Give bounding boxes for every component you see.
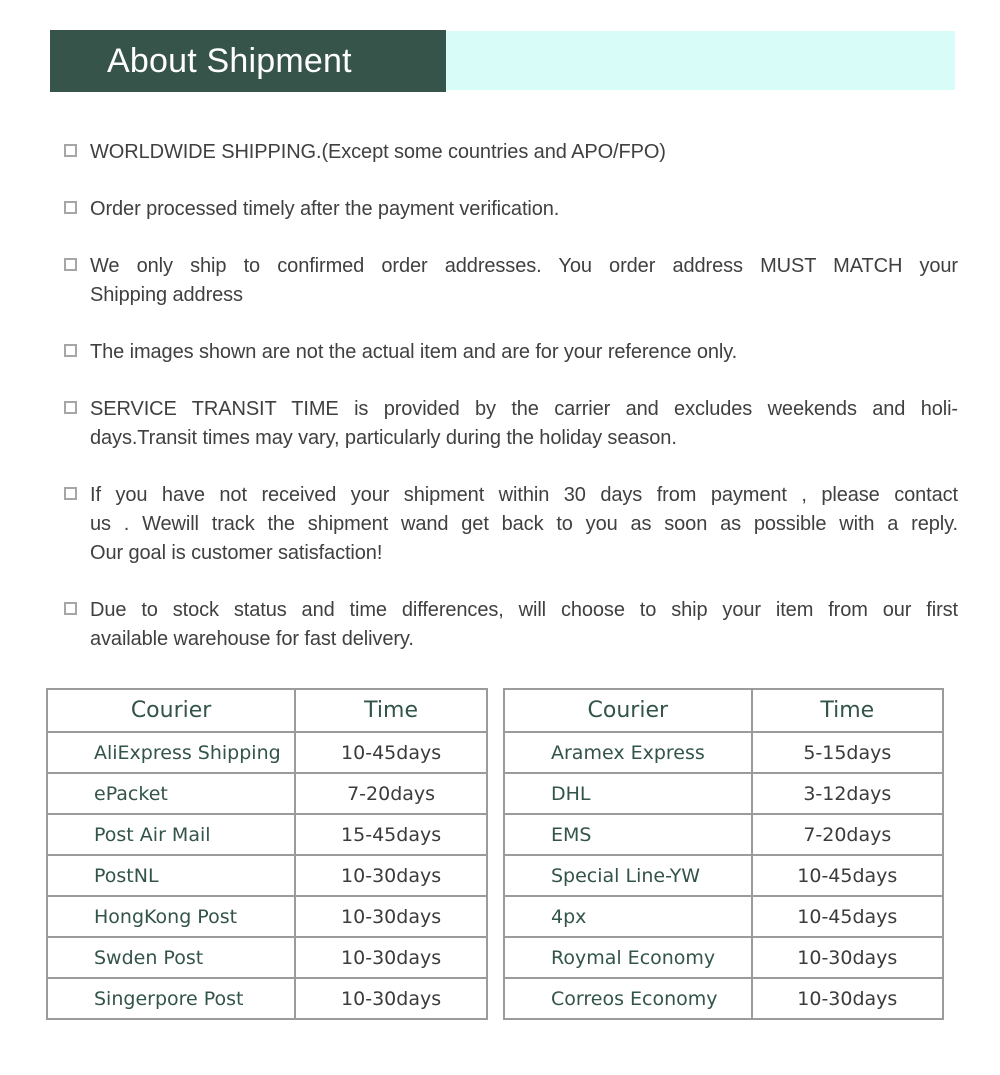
square-bullet-icon [64, 344, 77, 357]
table-row [47, 773, 487, 814]
time-cell: 10-30days [295, 855, 487, 896]
square-bullet-icon [64, 144, 77, 157]
note-item [64, 252, 960, 310]
square-bullet-icon [64, 201, 77, 214]
courier-cell: DHL [504, 773, 752, 814]
time-cell: 10-45days [295, 732, 487, 773]
table-row [47, 978, 487, 1019]
notes-list [64, 138, 960, 682]
table-row [504, 937, 943, 978]
column-header-time: Time [752, 689, 943, 732]
time-cell: 10-30days [295, 937, 487, 978]
column-header-courier: Courier [47, 689, 295, 732]
table-row [47, 855, 487, 896]
note-text [90, 338, 958, 367]
table-header-row [47, 689, 487, 732]
courier-cell: Aramex Express [504, 732, 752, 773]
time-cell: 7-20days [752, 814, 943, 855]
table-row [47, 732, 487, 773]
time-cell: 15-45days [295, 814, 487, 855]
time-cell: 3-12days [752, 773, 943, 814]
tables-row [46, 688, 944, 1020]
note-text [90, 395, 958, 453]
time-cell: 10-30days [295, 896, 487, 937]
note-line: WORLDWIDE SHIPPING.(Except some countries and APO/FPO) [90, 141, 666, 163]
square-bullet-icon [64, 401, 77, 414]
square-bullet-icon [64, 258, 77, 271]
table-row [504, 896, 943, 937]
page-title: About Shipment [107, 41, 352, 80]
courier-cell: HongKong Post [47, 896, 295, 937]
courier-cell: Swden Post [47, 937, 295, 978]
courier-cell: Correos Economy [504, 978, 752, 1019]
note-line: Our goal is customer satisfaction! [90, 542, 383, 564]
note-line: Due to stock status and time differences, will choose to ship your item from our first [90, 599, 958, 621]
courier-cell: Post Air Mail [47, 814, 295, 855]
time-cell: 10-30days [295, 978, 487, 1019]
table-row [504, 978, 943, 1019]
courier-cell: PostNL [47, 855, 295, 896]
table-row [47, 814, 487, 855]
time-cell: 10-45days [752, 855, 943, 896]
time-cell: 10-30days [752, 937, 943, 978]
table-row [504, 855, 943, 896]
table-row [47, 896, 487, 937]
note-line: days.Transit times may vary, particularly during the holiday season. [90, 427, 677, 449]
note-text [90, 596, 958, 654]
column-header-courier: Courier [504, 689, 752, 732]
shipping-table-right [503, 688, 944, 1020]
note-item [64, 195, 960, 224]
courier-cell: Roymal Economy [504, 937, 752, 978]
header-band [50, 30, 446, 92]
time-cell: 7-20days [295, 773, 487, 814]
note-line: If you have not received your shipment within 30 days from payment , please contact [90, 484, 958, 506]
table-row [504, 814, 943, 855]
note-line: available warehouse for fast delivery. [90, 628, 414, 650]
note-text [90, 195, 958, 224]
shipping-table-left [46, 688, 488, 1020]
note-line: us . Wewill track the shipment wand get back to you as soon as possible with a reply. [90, 513, 958, 535]
square-bullet-icon [64, 602, 77, 615]
courier-cell: Singerpore Post [47, 978, 295, 1019]
table-row [504, 732, 943, 773]
note-line: The images shown are not the actual item and are for your reference only. [90, 341, 738, 363]
note-item [64, 481, 960, 568]
note-item [64, 338, 960, 367]
header-accent-strip [446, 31, 955, 90]
courier-cell: Special Line-YW [504, 855, 752, 896]
time-cell: 5-15days [752, 732, 943, 773]
note-line: SERVICE TRANSIT TIME is provided by the carrier and excludes weekends and holi- [90, 398, 958, 420]
square-bullet-icon [64, 487, 77, 500]
note-line: Shipping address [90, 284, 243, 306]
time-cell: 10-45days [752, 896, 943, 937]
note-text [90, 138, 958, 167]
note-item [64, 596, 960, 654]
table-row [47, 937, 487, 978]
courier-cell: EMS [504, 814, 752, 855]
courier-cell: AliExpress Shipping [47, 732, 295, 773]
note-text [90, 481, 958, 568]
table-header-row [504, 689, 943, 732]
column-header-time: Time [295, 689, 487, 732]
courier-cell: ePacket [47, 773, 295, 814]
note-item [64, 138, 960, 167]
note-item [64, 395, 960, 453]
note-line: We only ship to confirmed order addresses. You order address MUST MATCH your [90, 255, 958, 277]
time-cell: 10-30days [752, 978, 943, 1019]
note-line: Order processed timely after the payment verification. [90, 198, 560, 220]
courier-cell: 4px [504, 896, 752, 937]
table-row [504, 773, 943, 814]
note-text [90, 252, 958, 310]
